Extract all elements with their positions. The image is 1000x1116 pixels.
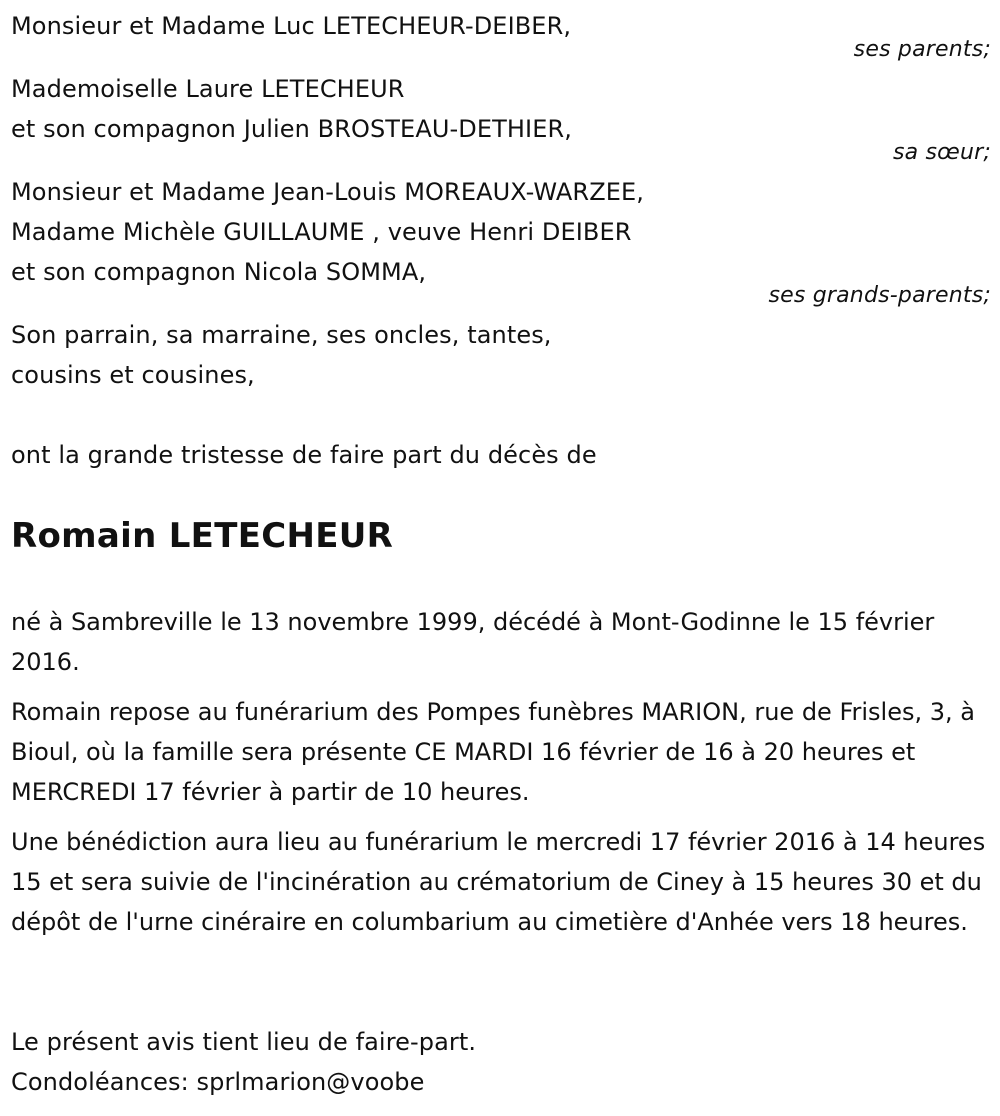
viewing-paragraph: Romain repose au funérarium des Pompes funèbres MARION, rue de Frisles, 3, à Bioul, où la famille sera présente CE MARDI 16 février de 16 à 20 heures et MERCREDI 17 février à partir de 10 heures. [11,698,975,806]
announcement: ont la grande tristesse de faire part du décès de [11,441,597,469]
grandparents-line-2: Madame Michèle GUILLAUME , veuve Henri DEIBER [11,218,632,246]
sister-role: sa sœur; [892,140,991,165]
parents-role: ses parents; [853,37,991,62]
grandparents-line-3: et son compagnon Nicola SOMMA, [11,258,427,286]
birth-death-paragraph: né à Sambreville le 13 novembre 1999, décédé à Mont-Godinne le 15 février 2016. [11,608,935,676]
parents-line: Monsieur et Madame Luc LETECHEUR-DEIBER, [11,12,572,40]
grandparents-role: ses grands-parents; [768,283,991,308]
others-line-1: Son parrain, sa marraine, ses oncles, tantes, [11,321,552,349]
others-line-2: cousins et cousines, [11,361,255,389]
sister-line-2: et son compagnon Julien BROSTEAU-DETHIER, [11,115,572,143]
sister-line-1: Mademoiselle Laure LETECHEUR [11,75,405,103]
deceased-name: Romain LETECHEUR [11,516,394,556]
grandparents-line-1: Monsieur et Madame Jean-Louis MOREAUX-WARZEE, [11,178,645,206]
notice-line: Le présent avis tient lieu de faire-part. [11,1028,477,1056]
ceremony-paragraph: Une bénédiction aura lieu au funérarium le mercredi 17 février 2016 à 14 heures 15 et sera suivie de l'incinération au crématorium de Ciney à 15 heures 30 et du dépôt de l'urne cinéraire en columbarium au cimetière d'Anhée vers 18 heures. [11,828,986,936]
condolences-line: Condoléances: sprlmarion@voobe [11,1068,425,1096]
